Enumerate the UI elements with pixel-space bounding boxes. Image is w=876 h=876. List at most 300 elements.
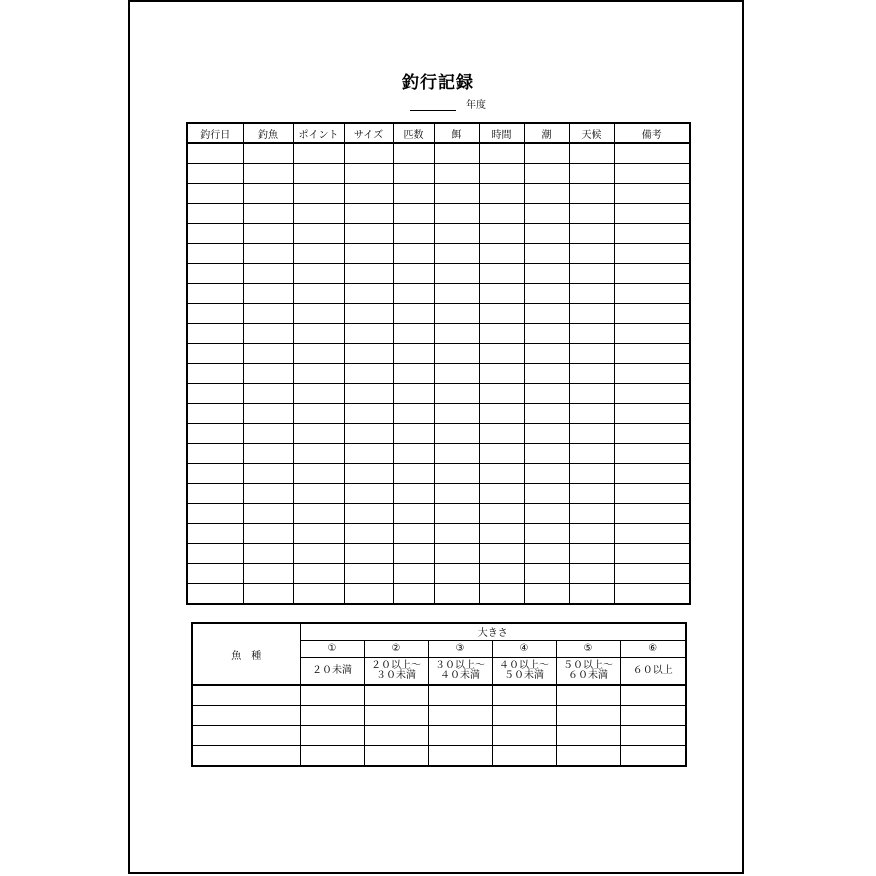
log-cell[interactable] xyxy=(187,244,243,264)
log-column-header: サイズ xyxy=(344,123,393,143)
log-cell[interactable] xyxy=(614,204,690,224)
log-cell[interactable] xyxy=(293,224,344,244)
log-cell[interactable] xyxy=(479,164,524,184)
log-cell[interactable] xyxy=(434,164,479,184)
log-cell[interactable] xyxy=(393,264,434,284)
log-cell[interactable] xyxy=(243,184,293,204)
log-cell[interactable] xyxy=(479,284,524,304)
log-cell[interactable] xyxy=(434,484,479,504)
log-column-header: 潮 xyxy=(524,123,569,143)
size-cell[interactable] xyxy=(192,746,300,767)
table-row xyxy=(192,685,686,706)
fish-species-header xyxy=(192,623,300,685)
log-cell[interactable] xyxy=(569,164,614,184)
log-cell[interactable] xyxy=(524,564,569,584)
log-cell[interactable] xyxy=(344,504,393,524)
size-cell[interactable] xyxy=(192,726,300,746)
log-cell[interactable] xyxy=(293,484,344,504)
log-cell[interactable] xyxy=(393,143,434,164)
log-cell[interactable] xyxy=(293,143,344,164)
log-cell[interactable] xyxy=(243,424,293,444)
table-row xyxy=(187,164,690,184)
log-cell[interactable] xyxy=(344,404,393,424)
log-cell[interactable] xyxy=(293,284,344,304)
log-cell[interactable] xyxy=(293,304,344,324)
log-cell[interactable] xyxy=(187,584,243,605)
log-cell[interactable] xyxy=(524,244,569,264)
log-cell[interactable] xyxy=(614,324,690,344)
log-cell[interactable] xyxy=(524,204,569,224)
log-cell[interactable] xyxy=(243,464,293,484)
log-cell[interactable] xyxy=(614,344,690,364)
size-cell[interactable] xyxy=(300,746,364,767)
log-cell[interactable] xyxy=(243,244,293,264)
table-row xyxy=(192,726,686,746)
size-cell[interactable] xyxy=(428,746,492,767)
size-cell[interactable] xyxy=(428,726,492,746)
table-row xyxy=(187,584,690,605)
size-range: ２０未満 xyxy=(300,657,364,685)
log-cell[interactable] xyxy=(479,384,524,404)
log-cell[interactable] xyxy=(344,544,393,564)
log-cell[interactable] xyxy=(187,384,243,404)
log-cell[interactable] xyxy=(479,424,524,444)
log-cell[interactable] xyxy=(393,504,434,524)
log-cell[interactable] xyxy=(569,444,614,464)
log-cell[interactable] xyxy=(614,143,690,164)
log-cell[interactable] xyxy=(434,264,479,284)
log-cell[interactable] xyxy=(614,544,690,564)
log-cell[interactable] xyxy=(243,444,293,464)
log-cell[interactable] xyxy=(393,344,434,364)
size-cell[interactable] xyxy=(556,726,620,746)
log-cell[interactable] xyxy=(569,504,614,524)
table-row xyxy=(187,204,690,224)
size-cell[interactable] xyxy=(192,706,300,726)
log-cell[interactable] xyxy=(344,424,393,444)
log-cell[interactable] xyxy=(434,184,479,204)
log-cell[interactable] xyxy=(187,544,243,564)
size-cell[interactable] xyxy=(428,685,492,706)
log-cell[interactable] xyxy=(293,504,344,524)
table-row xyxy=(187,304,690,324)
log-cell[interactable] xyxy=(293,164,344,184)
log-cell[interactable] xyxy=(393,524,434,544)
log-cell[interactable] xyxy=(243,164,293,184)
table-row xyxy=(187,424,690,444)
log-cell[interactable] xyxy=(344,444,393,464)
log-cell[interactable] xyxy=(434,584,479,605)
log-cell[interactable] xyxy=(344,284,393,304)
log-cell[interactable] xyxy=(187,324,243,344)
log-cell[interactable] xyxy=(393,444,434,464)
log-cell[interactable] xyxy=(614,464,690,484)
log-cell[interactable] xyxy=(569,364,614,384)
size-range: ４０以上～ ５０未満 xyxy=(492,657,556,685)
size-cell[interactable] xyxy=(556,706,620,726)
log-cell[interactable] xyxy=(569,584,614,605)
log-cell[interactable] xyxy=(479,324,524,344)
log-cell[interactable] xyxy=(393,584,434,605)
size-cell[interactable] xyxy=(300,706,364,726)
log-cell[interactable] xyxy=(434,324,479,344)
log-cell[interactable] xyxy=(187,184,243,204)
log-cell[interactable] xyxy=(434,384,479,404)
log-cell[interactable] xyxy=(569,184,614,204)
size-cell[interactable] xyxy=(492,685,556,706)
size-cell[interactable] xyxy=(192,685,300,706)
size-range: ３０以上～ ４０未満 xyxy=(428,657,492,685)
log-cell[interactable] xyxy=(187,284,243,304)
log-cell[interactable] xyxy=(187,164,243,184)
log-cell[interactable] xyxy=(569,464,614,484)
size-cell[interactable] xyxy=(364,706,428,726)
table-row xyxy=(187,143,690,164)
log-cell[interactable] xyxy=(614,404,690,424)
log-cell[interactable] xyxy=(524,584,569,605)
log-cell[interactable] xyxy=(569,204,614,224)
log-cell[interactable] xyxy=(569,143,614,164)
size-cell[interactable] xyxy=(620,685,686,706)
size-cell[interactable] xyxy=(364,726,428,746)
log-cell[interactable] xyxy=(614,384,690,404)
log-cell[interactable] xyxy=(524,504,569,524)
log-cell[interactable] xyxy=(344,264,393,284)
size-cell[interactable] xyxy=(492,746,556,767)
log-cell[interactable] xyxy=(243,544,293,564)
year-label: 年度 xyxy=(466,100,486,111)
log-cell[interactable] xyxy=(434,544,479,564)
log-cell[interactable] xyxy=(293,384,344,404)
log-cell[interactable] xyxy=(393,364,434,384)
year-blank[interactable] xyxy=(410,101,456,111)
log-cell[interactable] xyxy=(393,404,434,424)
log-cell[interactable] xyxy=(524,184,569,204)
log-cell[interactable] xyxy=(344,304,393,324)
log-cell[interactable] xyxy=(524,164,569,184)
log-cell[interactable] xyxy=(614,164,690,184)
size-number: ⑥ xyxy=(620,640,686,657)
log-cell[interactable] xyxy=(187,224,243,244)
page-title: 釣行記録 xyxy=(402,73,474,93)
table-row xyxy=(187,444,690,464)
log-cell[interactable] xyxy=(344,164,393,184)
log-cell[interactable] xyxy=(187,524,243,544)
log-cell[interactable] xyxy=(479,484,524,504)
table-row xyxy=(187,484,690,504)
log-cell[interactable] xyxy=(293,244,344,264)
log-cell[interactable] xyxy=(479,224,524,244)
log-cell[interactable] xyxy=(434,564,479,584)
log-cell[interactable] xyxy=(569,324,614,344)
log-cell[interactable] xyxy=(293,204,344,224)
log-cell[interactable] xyxy=(393,204,434,224)
log-cell[interactable] xyxy=(187,143,243,164)
log-cell[interactable] xyxy=(479,464,524,484)
log-cell[interactable] xyxy=(393,484,434,504)
log-cell[interactable] xyxy=(614,244,690,264)
log-cell[interactable] xyxy=(524,284,569,304)
log-cell[interactable] xyxy=(293,444,344,464)
table-row xyxy=(187,564,690,584)
log-cell[interactable] xyxy=(434,444,479,464)
year-field xyxy=(410,96,486,111)
log-cell[interactable] xyxy=(187,304,243,324)
size-cell[interactable] xyxy=(300,685,364,706)
log-cell[interactable] xyxy=(569,404,614,424)
log-cell[interactable] xyxy=(569,424,614,444)
log-cell[interactable] xyxy=(479,544,524,564)
log-cell[interactable] xyxy=(393,224,434,244)
log-cell[interactable] xyxy=(243,143,293,164)
log-cell[interactable] xyxy=(393,324,434,344)
log-cell[interactable] xyxy=(393,384,434,404)
log-cell[interactable] xyxy=(614,524,690,544)
log-cell[interactable] xyxy=(393,164,434,184)
log-column-header: 餌 xyxy=(434,123,479,143)
log-cell[interactable] xyxy=(479,304,524,324)
log-cell[interactable] xyxy=(524,304,569,324)
log-cell[interactable] xyxy=(524,464,569,484)
log-cell[interactable] xyxy=(479,184,524,204)
log-cell[interactable] xyxy=(344,143,393,164)
size-number: ③ xyxy=(428,640,492,657)
log-cell[interactable] xyxy=(187,404,243,424)
log-cell[interactable] xyxy=(569,284,614,304)
fish-size-table xyxy=(191,622,687,767)
log-cell[interactable] xyxy=(479,204,524,224)
size-cell[interactable] xyxy=(556,685,620,706)
log-cell[interactable] xyxy=(243,344,293,364)
log-cell[interactable] xyxy=(434,524,479,544)
log-cell[interactable] xyxy=(344,244,393,264)
log-column-header: 天候 xyxy=(569,123,614,143)
log-cell[interactable] xyxy=(293,264,344,284)
log-cell[interactable] xyxy=(344,184,393,204)
table-row xyxy=(187,184,690,204)
log-cell[interactable] xyxy=(524,544,569,564)
log-cell[interactable] xyxy=(479,404,524,424)
log-cell[interactable] xyxy=(293,404,344,424)
log-cell[interactable] xyxy=(187,444,243,464)
log-cell[interactable] xyxy=(614,184,690,204)
log-cell[interactable] xyxy=(344,584,393,605)
size-cell[interactable] xyxy=(620,726,686,746)
log-cell[interactable] xyxy=(393,544,434,564)
log-cell[interactable] xyxy=(187,564,243,584)
log-cell[interactable] xyxy=(344,524,393,544)
table-row xyxy=(187,244,690,264)
log-cell[interactable] xyxy=(479,244,524,264)
log-cell[interactable] xyxy=(524,444,569,464)
log-cell[interactable] xyxy=(344,204,393,224)
log-cell[interactable] xyxy=(344,564,393,584)
size-cell[interactable] xyxy=(492,706,556,726)
log-cell[interactable] xyxy=(344,384,393,404)
size-cell[interactable] xyxy=(620,706,686,726)
log-cell[interactable] xyxy=(393,564,434,584)
log-cell[interactable] xyxy=(614,304,690,324)
log-cell[interactable] xyxy=(479,143,524,164)
log-cell[interactable] xyxy=(524,384,569,404)
log-cell[interactable] xyxy=(393,284,434,304)
table-row xyxy=(192,706,686,726)
log-cell[interactable] xyxy=(434,464,479,484)
log-cell[interactable] xyxy=(434,224,479,244)
log-cell[interactable] xyxy=(393,304,434,324)
log-cell[interactable] xyxy=(614,264,690,284)
log-cell[interactable] xyxy=(569,564,614,584)
log-cell[interactable] xyxy=(243,484,293,504)
log-cell[interactable] xyxy=(434,344,479,364)
fishing-log-table xyxy=(186,122,691,605)
log-cell[interactable] xyxy=(434,284,479,304)
log-cell[interactable] xyxy=(243,284,293,304)
size-cell[interactable] xyxy=(364,685,428,706)
log-cell[interactable] xyxy=(434,504,479,524)
log-cell[interactable] xyxy=(524,264,569,284)
log-cell[interactable] xyxy=(187,204,243,224)
log-cell[interactable] xyxy=(524,364,569,384)
log-cell[interactable] xyxy=(344,344,393,364)
log-cell[interactable] xyxy=(393,244,434,264)
table-row xyxy=(187,224,690,244)
log-cell[interactable] xyxy=(243,584,293,605)
log-cell[interactable] xyxy=(344,324,393,344)
log-cell[interactable] xyxy=(569,244,614,264)
log-cell[interactable] xyxy=(393,424,434,444)
log-cell[interactable] xyxy=(243,224,293,244)
size-number: ② xyxy=(364,640,428,657)
log-cell[interactable] xyxy=(524,424,569,444)
log-cell[interactable] xyxy=(393,464,434,484)
log-cell[interactable] xyxy=(614,284,690,304)
log-cell[interactable] xyxy=(479,344,524,364)
log-cell[interactable] xyxy=(524,324,569,344)
log-cell[interactable] xyxy=(569,264,614,284)
log-cell[interactable] xyxy=(524,404,569,424)
table-row xyxy=(187,344,690,364)
log-cell[interactable] xyxy=(524,143,569,164)
log-cell[interactable] xyxy=(569,384,614,404)
log-cell[interactable] xyxy=(614,504,690,524)
table-row xyxy=(187,364,690,384)
log-cell[interactable] xyxy=(293,364,344,384)
size-cell[interactable] xyxy=(364,746,428,767)
log-cell[interactable] xyxy=(243,564,293,584)
log-cell[interactable] xyxy=(614,224,690,244)
log-cell[interactable] xyxy=(524,524,569,544)
table-row xyxy=(187,324,690,344)
log-cell[interactable] xyxy=(293,344,344,364)
log-cell[interactable] xyxy=(243,304,293,324)
log-cell[interactable] xyxy=(243,504,293,524)
log-cell[interactable] xyxy=(569,544,614,564)
log-cell[interactable] xyxy=(187,464,243,484)
log-cell[interactable] xyxy=(243,404,293,424)
log-cell[interactable] xyxy=(187,484,243,504)
log-cell[interactable] xyxy=(569,344,614,364)
log-cell[interactable] xyxy=(569,304,614,324)
log-cell[interactable] xyxy=(569,224,614,244)
table-row xyxy=(187,404,690,424)
log-cell[interactable] xyxy=(293,524,344,544)
log-column-header: 釣行日 xyxy=(187,123,243,143)
log-cell[interactable] xyxy=(393,184,434,204)
log-cell[interactable] xyxy=(479,524,524,544)
log-cell[interactable] xyxy=(243,384,293,404)
fish-species-label: 魚 種 xyxy=(231,650,262,662)
log-cell[interactable] xyxy=(479,564,524,584)
log-cell[interactable] xyxy=(293,464,344,484)
log-cell[interactable] xyxy=(187,264,243,284)
log-cell[interactable] xyxy=(524,344,569,364)
log-cell[interactable] xyxy=(243,324,293,344)
log-cell[interactable] xyxy=(524,224,569,244)
log-cell[interactable] xyxy=(293,324,344,344)
log-cell[interactable] xyxy=(479,444,524,464)
log-cell[interactable] xyxy=(434,244,479,264)
log-cell[interactable] xyxy=(569,484,614,504)
log-cell[interactable] xyxy=(479,264,524,284)
table-row xyxy=(187,464,690,484)
log-cell[interactable] xyxy=(434,304,479,324)
log-cell[interactable] xyxy=(569,524,614,544)
log-cell[interactable] xyxy=(479,504,524,524)
log-cell[interactable] xyxy=(479,364,524,384)
log-cell[interactable] xyxy=(293,584,344,605)
log-cell[interactable] xyxy=(344,484,393,504)
size-cell[interactable] xyxy=(300,726,364,746)
log-cell[interactable] xyxy=(243,364,293,384)
log-cell[interactable] xyxy=(243,264,293,284)
log-cell[interactable] xyxy=(293,184,344,204)
size-cell[interactable] xyxy=(620,746,686,767)
log-cell[interactable] xyxy=(434,404,479,424)
log-cell[interactable] xyxy=(434,364,479,384)
table-row xyxy=(192,746,686,767)
log-cell[interactable] xyxy=(344,464,393,484)
log-cell[interactable] xyxy=(187,504,243,524)
log-cell[interactable] xyxy=(614,364,690,384)
log-cell[interactable] xyxy=(434,424,479,444)
log-cell[interactable] xyxy=(434,204,479,224)
log-cell[interactable] xyxy=(479,584,524,605)
log-cell[interactable] xyxy=(614,424,690,444)
log-cell[interactable] xyxy=(187,364,243,384)
log-cell[interactable] xyxy=(293,564,344,584)
log-cell[interactable] xyxy=(243,204,293,224)
table-row xyxy=(187,284,690,304)
log-cell[interactable] xyxy=(614,584,690,605)
size-cell[interactable] xyxy=(492,726,556,746)
log-cell[interactable] xyxy=(614,444,690,464)
log-cell[interactable] xyxy=(344,364,393,384)
log-cell[interactable] xyxy=(344,224,393,244)
size-cell[interactable] xyxy=(556,746,620,767)
log-cell[interactable] xyxy=(187,344,243,364)
log-cell[interactable] xyxy=(293,544,344,564)
log-cell[interactable] xyxy=(187,424,243,444)
size-cell[interactable] xyxy=(428,706,492,726)
log-cell[interactable] xyxy=(243,524,293,544)
log-cell[interactable] xyxy=(614,564,690,584)
log-cell[interactable] xyxy=(434,143,479,164)
log-cell[interactable] xyxy=(614,484,690,504)
log-cell[interactable] xyxy=(524,484,569,504)
log-cell[interactable] xyxy=(293,424,344,444)
size-number: ① xyxy=(300,640,364,657)
